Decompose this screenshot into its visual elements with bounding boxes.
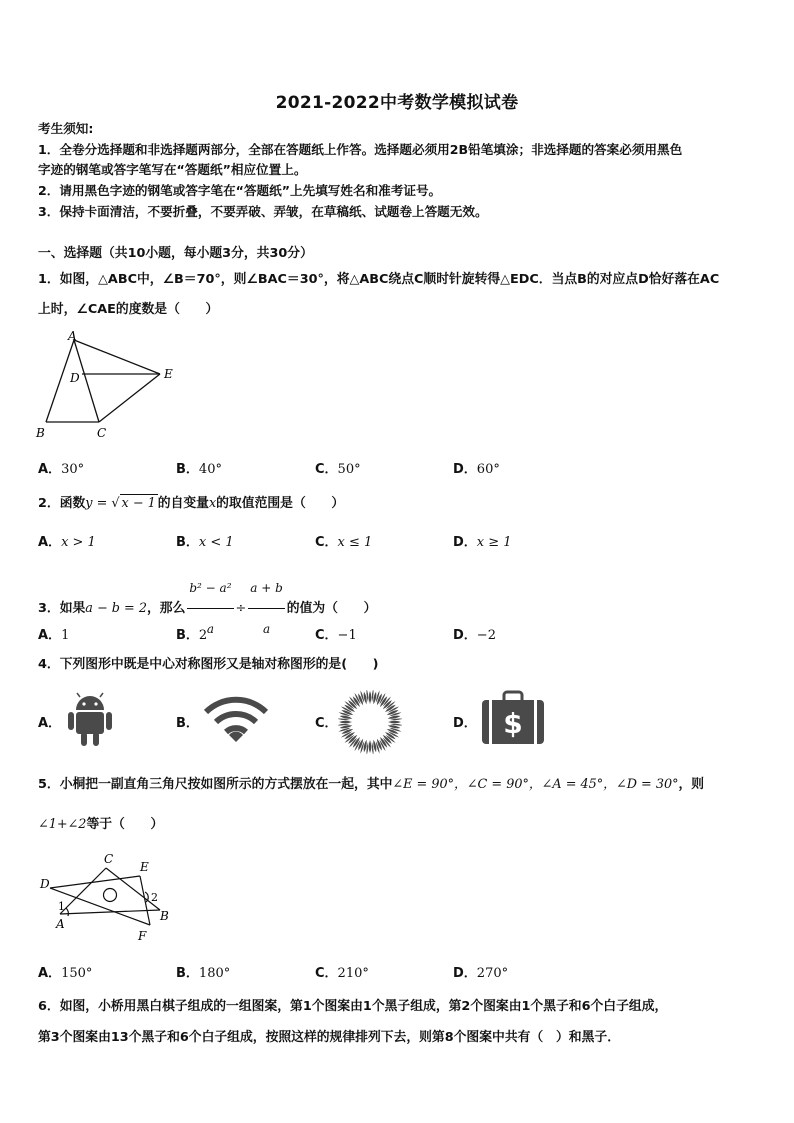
q5-label-e: E [140,860,149,874]
q4-text: 4．下列图形中既是中心对称图形又是轴对称图形的是( ) [38,657,379,672]
q5-label-1: 1 [58,900,65,913]
sunburst-petal [339,721,352,724]
q5-label-d: D [40,877,50,891]
q4-option-b[interactable]: B． [176,716,199,731]
q6-line-1: 6．如图，小桥用黑白棋子组成的一组图案，第1个图案由1个黑子组成，第2个图案由1个黑子和6个白子组成， [38,999,668,1014]
q5-line-1: 5．小桐把一副直角三角尺按如图所示的方式摆放在一起，其中∠E = 90°，∠C = 90°，∠A = 45°，∠D = 30°，则 [38,777,705,792]
q1-line-1: 1．如图，△ABC中，∠B＝70°，则∠BAC＝30°，将△ABC绕点C顺时针旋转得△EDC．当点B的对应点D恰好落在AC [38,272,720,287]
q3-text: 3．如果a − b = 2，那么 $\frac{\text{b² − a²}}{a}$ ÷ $\frac{a + b}{a}$ 的值为（ ） [38,568,376,649]
q5-option-b[interactable]: B．180° [176,966,231,981]
dollar-briefcase-icon [480,690,546,746]
q3-option-c[interactable]: C．−1 [315,628,357,643]
q5-option-a[interactable]: A．150° [38,966,93,981]
q1-option-d[interactable]: D．60° [453,462,500,477]
notice-line-4: 3．保持卡面清洁，不要折叠，不要弄破、弄皱，在草稿纸、试题卷上答题无效。 [38,204,488,219]
q4-option-d[interactable]: D． [453,716,477,731]
q4-option-c[interactable]: C． [315,716,338,731]
q3-option-d[interactable]: D．−2 [453,628,496,643]
notice-heading: 考生须知: [38,121,94,136]
sunburst-petal [369,691,372,704]
q3-option-a[interactable]: A．1 [38,628,70,643]
q2-option-c[interactable]: C．x ≤ 1 [315,535,373,550]
q5-label-2: 2 [151,891,158,904]
q5-label-f: F [138,929,147,943]
section-heading: 一、选择题（共10小题，每小题3分，共30分） [38,246,313,261]
q5-option-c[interactable]: C．210° [315,966,369,981]
q1-line-2: 上时，∠CAE的度数是（ ） [38,302,219,317]
q1-option-b[interactable]: B．40° [176,462,222,477]
q1-option-a[interactable]: A．30° [38,462,85,477]
notice-line-2: 字迹的钢笔或答字笔写在“答题纸”相应位置上。 [38,162,307,177]
q2-option-d[interactable]: D．x ≥ 1 [453,535,512,550]
q1-label-d: D [70,371,80,385]
q2-option-a[interactable]: A．x > 1 [38,535,96,550]
notice-line-1: 1．全卷分选择题和非选择题两部分，全部在答题纸上作答。选择题必须用2B铅笔填涂；非选择题的答案必须用黑色 [38,142,683,157]
q5-label-a: A [56,917,65,931]
notice-line-3: 2．请用黑色字迹的钢笔或答字笔在“答题纸”上先填写姓名和准考证号。 [38,183,442,198]
sunburst-ring-icon [338,690,402,754]
q5-label-b: B [160,909,169,923]
q5-option-d[interactable]: D．270° [453,966,509,981]
briefcase-dollar-sign: $ [503,707,523,740]
q1-option-c[interactable]: C．50° [315,462,361,477]
q2-text: 2．函数y = √ x − 1 的自变量x的取值范围是（ ） [38,496,345,511]
q3-fraction-2: $\frac{a + b}{a}$ [248,568,285,649]
q1-label-c: C [97,426,107,440]
q5-set-squares-figure [36,850,176,945]
android-robot-icon [66,690,114,748]
q1-label-b: B [36,426,45,440]
q3-fraction-1: $\frac{\text{b² − a²}}{a}$ [187,568,233,649]
q1-label-a: A [68,330,77,343]
sunburst-petal [388,721,401,724]
q6-line-2: 第3个图案由13个黑子和6个白子组成，按照这样的规律排列下去，则第8个图案中共有（ ）和黑子． [38,1030,620,1045]
q5-label-c: C [104,852,114,866]
q3-option-b[interactable]: B．2 [176,628,208,643]
q1-label-e: E [164,367,173,381]
q2-option-b[interactable]: B．x < 1 [176,535,234,550]
sunburst-petal [369,740,372,753]
q1-triangle-figure [34,330,184,445]
q4-option-a[interactable]: A． [38,716,62,731]
q5-line-2: ∠1+∠2等于（ ） [38,817,164,832]
wifi-signal-icon [202,694,270,744]
page-title: 2021-2022中考数学模拟试卷 [275,93,519,113]
